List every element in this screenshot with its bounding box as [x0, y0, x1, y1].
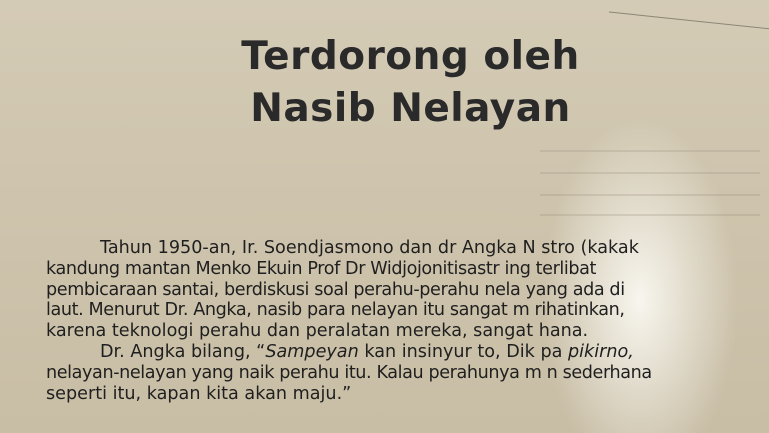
- paragraph-line: [46, 342, 766, 363]
- bleed-through-line: [540, 194, 760, 196]
- paragraph-line: pembicaraan santai, berdiskusi soal perahu-perahu nela yang ada di: [46, 279, 625, 300]
- paragraph-line: Tahun 1950-an, Ir. Soendjasmono dan dr Angka N stro (kakak: [100, 238, 639, 258]
- page-edge: [609, 0, 769, 33]
- text-run: kan insinyur to, Dik pa: [358, 341, 568, 362]
- paragraph-line: karena teknologi perahu dan peralatan mereka, sangat hana.: [46, 321, 589, 342]
- bleed-through-line: [540, 150, 760, 152]
- paragraph-line: kandung mantan Menko Ekuin Prof Dr Widjojonitisastr ing terlibat: [46, 258, 597, 279]
- article-title-line-2: Nasib Nelayan: [250, 86, 571, 131]
- text-run: Dr. Angka bilang, “: [100, 341, 266, 362]
- italic-text: pikirno,: [568, 341, 634, 362]
- paragraph-line: laut. Menurut Dr. Angka, nasib para nelayan itu sangat m rihatinkan,: [46, 300, 625, 321]
- bleed-through-line: [540, 214, 760, 216]
- paragraph-line: seperti itu, kapan kita akan maju.”: [46, 383, 352, 404]
- article-title-line-1: Terdorong oleh: [241, 34, 580, 79]
- italic-text: Sampeyan: [265, 341, 359, 362]
- bleed-through-line: [540, 172, 760, 174]
- paragraph-line: nelayan-nelayan yang naik perahu itu. Kalau perahunya m n sederhana: [46, 362, 652, 383]
- article-body: [46, 238, 766, 404]
